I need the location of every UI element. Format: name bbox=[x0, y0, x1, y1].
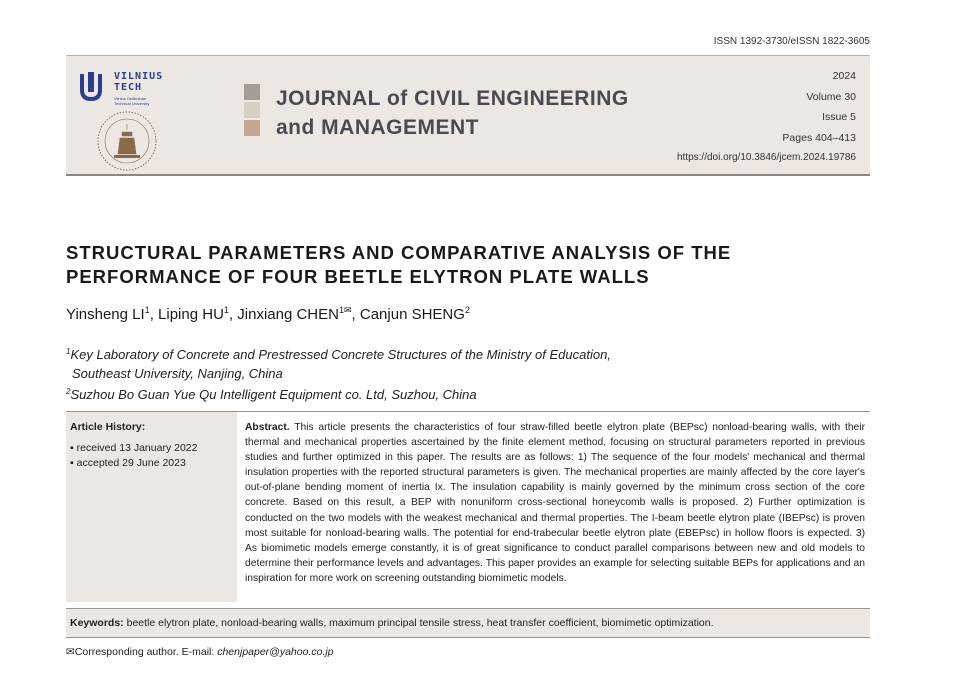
accepted-date: ▪ accepted 29 June 2023 bbox=[70, 457, 186, 469]
keywords-box bbox=[66, 608, 870, 638]
issue-metadata bbox=[677, 66, 856, 169]
abstract-text: This article presents the characteristics of four straw-filled beetle elytron plate (BEPsc) nonload-bearing walls, with their thermal and mechanical properties ascertained by the finite element method, focusing on structural parameters reported in previous studies and further optimized in this paper. The results are as follows: 1) The sequence of the four models' mechanical and thermal insulation properties with the reported structural parameters is given. The mechanical properties are mainly affected by the core layer's out-of-plane bending moment of inertia Ix. The insulation capability is mainly governed by the minimum cross section of the core concrete. Based on this result, a BEP with nonuniform cross-sectional honeycomb walls is proposed. 2) Further optimization is conducted on the two models with the weakest mechanical and thermal properties. The I-beam beetle elytron plate (IBEPsc) is proven most suitable for nonload-bearing walls. The potential for end-trabecular beetle elytron plate (EBEPsc) in hollow floors is expected. 3) As biomimetic models emerge constantly, it is of great significance to conduct parallel comparisons between new and old models to determine their performance levels and advantages. This paper provides an example for selecting suitable BEPs for applications and an inspiration for more work on screening outstanding biomimetic models. bbox=[245, 422, 865, 584]
journal-header-band bbox=[66, 55, 870, 176]
email-link[interactable]: chenjpaper@yahoo.co.jp bbox=[217, 646, 334, 658]
decorative-squares bbox=[244, 84, 260, 138]
abstract-label: Abstract. bbox=[245, 422, 290, 433]
logo-line1: VILNIUS bbox=[114, 71, 164, 82]
pages: Pages 404–413 bbox=[782, 131, 856, 144]
issue: Issue 5 bbox=[822, 111, 856, 123]
logo-line2: TECH bbox=[114, 82, 143, 93]
u-logo-icon bbox=[80, 72, 102, 102]
author-name: Liping HU bbox=[158, 306, 224, 323]
history-heading: Article History: bbox=[70, 421, 146, 433]
square-tan bbox=[244, 120, 260, 136]
affiliations: $^1$Key Laboratory of Concrete and Prestressed Concrete Structures of the Ministry of Education, Southeast University, Nanjing, China $^2$Suzhou Bo Guan Yue Qu Intelligent Equipment co. Ltd, Suzhou, China bbox=[66, 347, 611, 402]
article-history-box bbox=[66, 412, 237, 602]
keywords-text: beetle elytron plate, nonload-bearing walls, maximum principal tensile stress, heat transfer coefficient, biomimetic optimization. bbox=[123, 617, 714, 629]
university-seal-icon bbox=[96, 110, 158, 172]
affiliation-2: Suzhou Bo Guan Yue Qu Intelligent Equipment co. Ltd, Suzhou, China bbox=[70, 387, 477, 402]
doi-link[interactable]: https://doi.org/10.3846/jcem.2024.19786 bbox=[676, 152, 856, 163]
year: 2024 bbox=[832, 70, 856, 82]
logo-sub2: Technical University bbox=[114, 101, 150, 106]
affiliation-1: Key Laboratory of Concrete and Prestressed Concrete Structures of the Ministry of Education, bbox=[70, 347, 611, 362]
author-name: Canjun SHENG bbox=[359, 306, 465, 323]
corresponding-author: ✉Corresponding author. E-mail: chenjpaper@yahoo.co.jp bbox=[66, 646, 334, 658]
author-list: Yinsheng $LI^1$, Liping $HU^1$, Jinxiang $CHEN^{1✉}$, Canjun SHENG$^2$ bbox=[66, 305, 470, 323]
journal-title: JOURNAL of CIVIL ENGINEERING and MANAGEMENT bbox=[276, 87, 629, 139]
author-name: Yinsheng LI bbox=[66, 306, 145, 323]
logo-sub1: Vilnius Gediminas bbox=[114, 96, 146, 101]
square-light bbox=[244, 102, 260, 118]
received-date: ▪ received 13 January 2022 bbox=[70, 442, 198, 454]
issn-line: ISSN 1392-3730/eISSN 1822-3605 bbox=[713, 36, 870, 47]
square-dark bbox=[244, 84, 260, 100]
volume: Volume 30 bbox=[806, 90, 856, 103]
article-title: STRUCTURAL PARAMETERS AND COMPARATIVE ANALYSIS OF THE PERFORMANCE OF FOUR BEETLE ELYTRON PLATE WALLS bbox=[66, 242, 732, 287]
author-name: Jinxiang CHEN bbox=[237, 306, 339, 323]
keywords-label: Keywords: bbox=[70, 617, 124, 629]
abstract bbox=[245, 420, 865, 586]
